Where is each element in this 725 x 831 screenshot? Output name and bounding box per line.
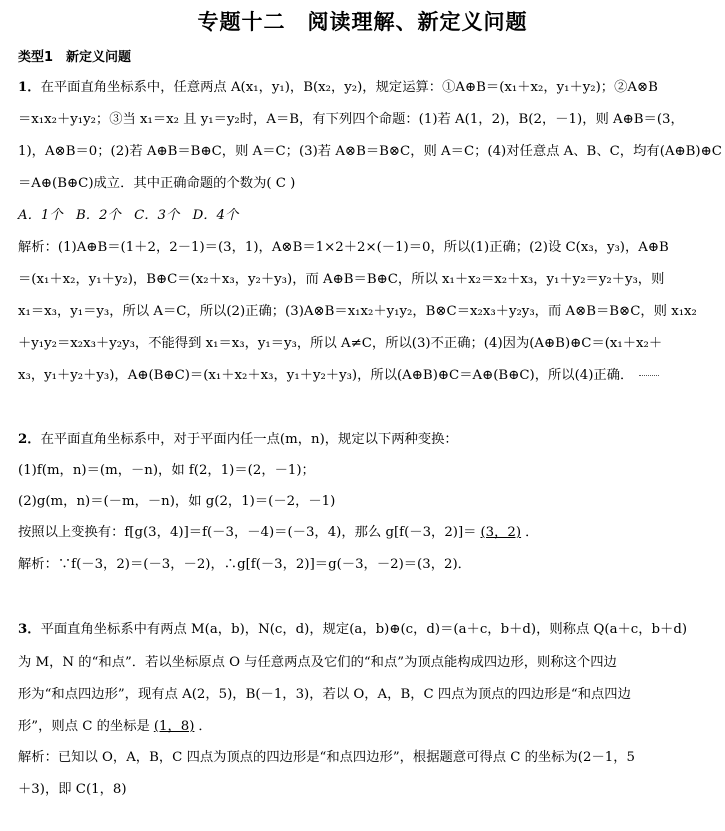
q3-text-1: 平面直角坐标系中有两点 M(a，b)，N(c，d)，规定(a，b)⊕(c，d)＝(a＋c，b＋d)，则称点 Q(a＋c，b＋d) [40,622,688,637]
q3-number: 3． [18,622,41,637]
q2-answer: (3，2) [480,525,522,540]
section-label: 类型1 新定义问题 [18,50,132,65]
q1-number: 1． [18,80,41,95]
q1-options: A．1个 B．2个 C．3个 D．4个 [18,208,239,223]
q1-analysis-5-text: x₃，y₁＋y₂＋y₃)，A⊕(B⊕C)＝(x₁＋x₂＋x₃，y₁＋y₂＋y₃)，所以(A⊕B)⊕C＝A⊕(B⊕C)，所以(4)正确． [18,368,634,383]
q1-analysis-5 [18,366,708,386]
q2-analysis: 解析：∵f(－3，2)＝(－3，－2)，∴g[f(－3，2)]＝g(－3，－2)＝(3，2)． [18,557,471,572]
q2-line-2: (1)f(m，n)＝(m，－n)，如 f(2，1)＝(2，－1)； [18,463,315,478]
q3-line-3: 形为“和点四边形”，现有点 A(2，5)，B(－1，3)，若以 O，A，B，C 四点为顶点的四边形是“和点四边 [18,687,631,702]
q2-fill-line [18,523,708,543]
q3-line-2: 为 M，N 的“和点”．若以坐标原点 O 与任意两点及它们的“和点”为顶点能构成四边形，则称这个四边 [18,655,617,670]
q3-fill-prefix: 形”，则点 C 的坐标是 [18,719,150,734]
q2-fill-suffix: ． [525,525,539,540]
q2-text-1: 在平面直角坐标系中，对于平面内任一点(m，n)，规定以下两种变换： [40,432,458,447]
q3-analysis-1: 解析：已知以 O，A，B，C 四点为顶点的四边形是“和点四边形”，根据题意可得点 C 的坐标为(2－1，5 [18,750,635,765]
q1-analysis-3: x₁＝x₃，y₁＝y₃，所以 A＝C，所以(2)正确；(3)A⊗B＝x₁x₂＋y₁y₂，B⊗C＝x₂x₃＋y₂y₃，而 A⊗B＝B⊗C，则 x₁x₂ [18,304,697,319]
q3-fill-suffix: ． [198,719,212,734]
page-title: 专题十二 阅读理解、新定义问题 [197,10,528,34]
q1-line-4: ＝A⊕(B⊕C)成立．其中正确命题的个数为( C ) [18,176,296,191]
q1-analysis-4: ＋y₁y₂＝x₂x₃＋y₂y₃，不能得到 x₁＝x₃，y₁＝y₃，所以 A≠C，所以(3)不正确；(4)因为(A⊕B)⊕C＝(x₁＋x₂＋ [18,336,663,351]
q1-analysis-1: 解析：(1)A⊕B＝(1＋2，2－1)＝(3，1)，A⊗B＝1×2＋2×(－1)＝0，所以(1)正确；(2)设 C(x₃，y₃)，A⊕B [18,240,669,255]
q2-line-3: (2)g(m，n)＝(－m，－n)，如 g(2，1)＝(－2，－1) [18,494,336,509]
decorative-dash [639,375,659,376]
q2-fill-prefix: 按照以上变换有：f[g(3，4)]＝f(－3，－4)＝(－3，4)，那么 g[f(－3，2)]＝ [18,525,477,540]
q3-answer: (1，8) [153,719,195,734]
q2-line-1 [18,430,708,450]
q1-line-3: 1)，A⊗B＝0；(2)若 A⊕B＝B⊕C，则 A＝C；(3)若 A⊗B＝B⊗C，则 A＝C；(4)对任意点 A、B、C，均有(A⊕B)⊕C [18,144,722,159]
q1-line-1 [18,78,708,98]
q1-text-1: 在平面直角坐标系中，任意两点 A(x₁，y₁)，B(x₂，y₂)，规定运算：①A⊕B＝(x₁＋x₂，y₁＋y₂)；②A⊗B [40,80,658,95]
q3-analysis-2: ＋3)，即 C(1，8) [18,782,127,797]
q3-fill-line [18,717,708,737]
q2-number: 2． [18,432,41,447]
q3-line-1 [18,620,708,640]
q1-analysis-2: ＝(x₁＋x₂，y₁＋y₂)，B⊕C＝(x₂＋x₃，y₂＋y₃)，而 A⊕B＝B⊕C，所以 x₁＋x₂＝x₂＋x₃，y₁＋y₂＝y₂＋y₃，则 [18,272,665,287]
q1-line-2: ＝x₁x₂＋y₁y₂；③当 x₁＝x₂ 且 y₁＝y₂时，A＝B，有下列四个命题：(1)若 A(1，2)，B(2，－1)，则 A⊕B＝(3， [18,112,684,127]
